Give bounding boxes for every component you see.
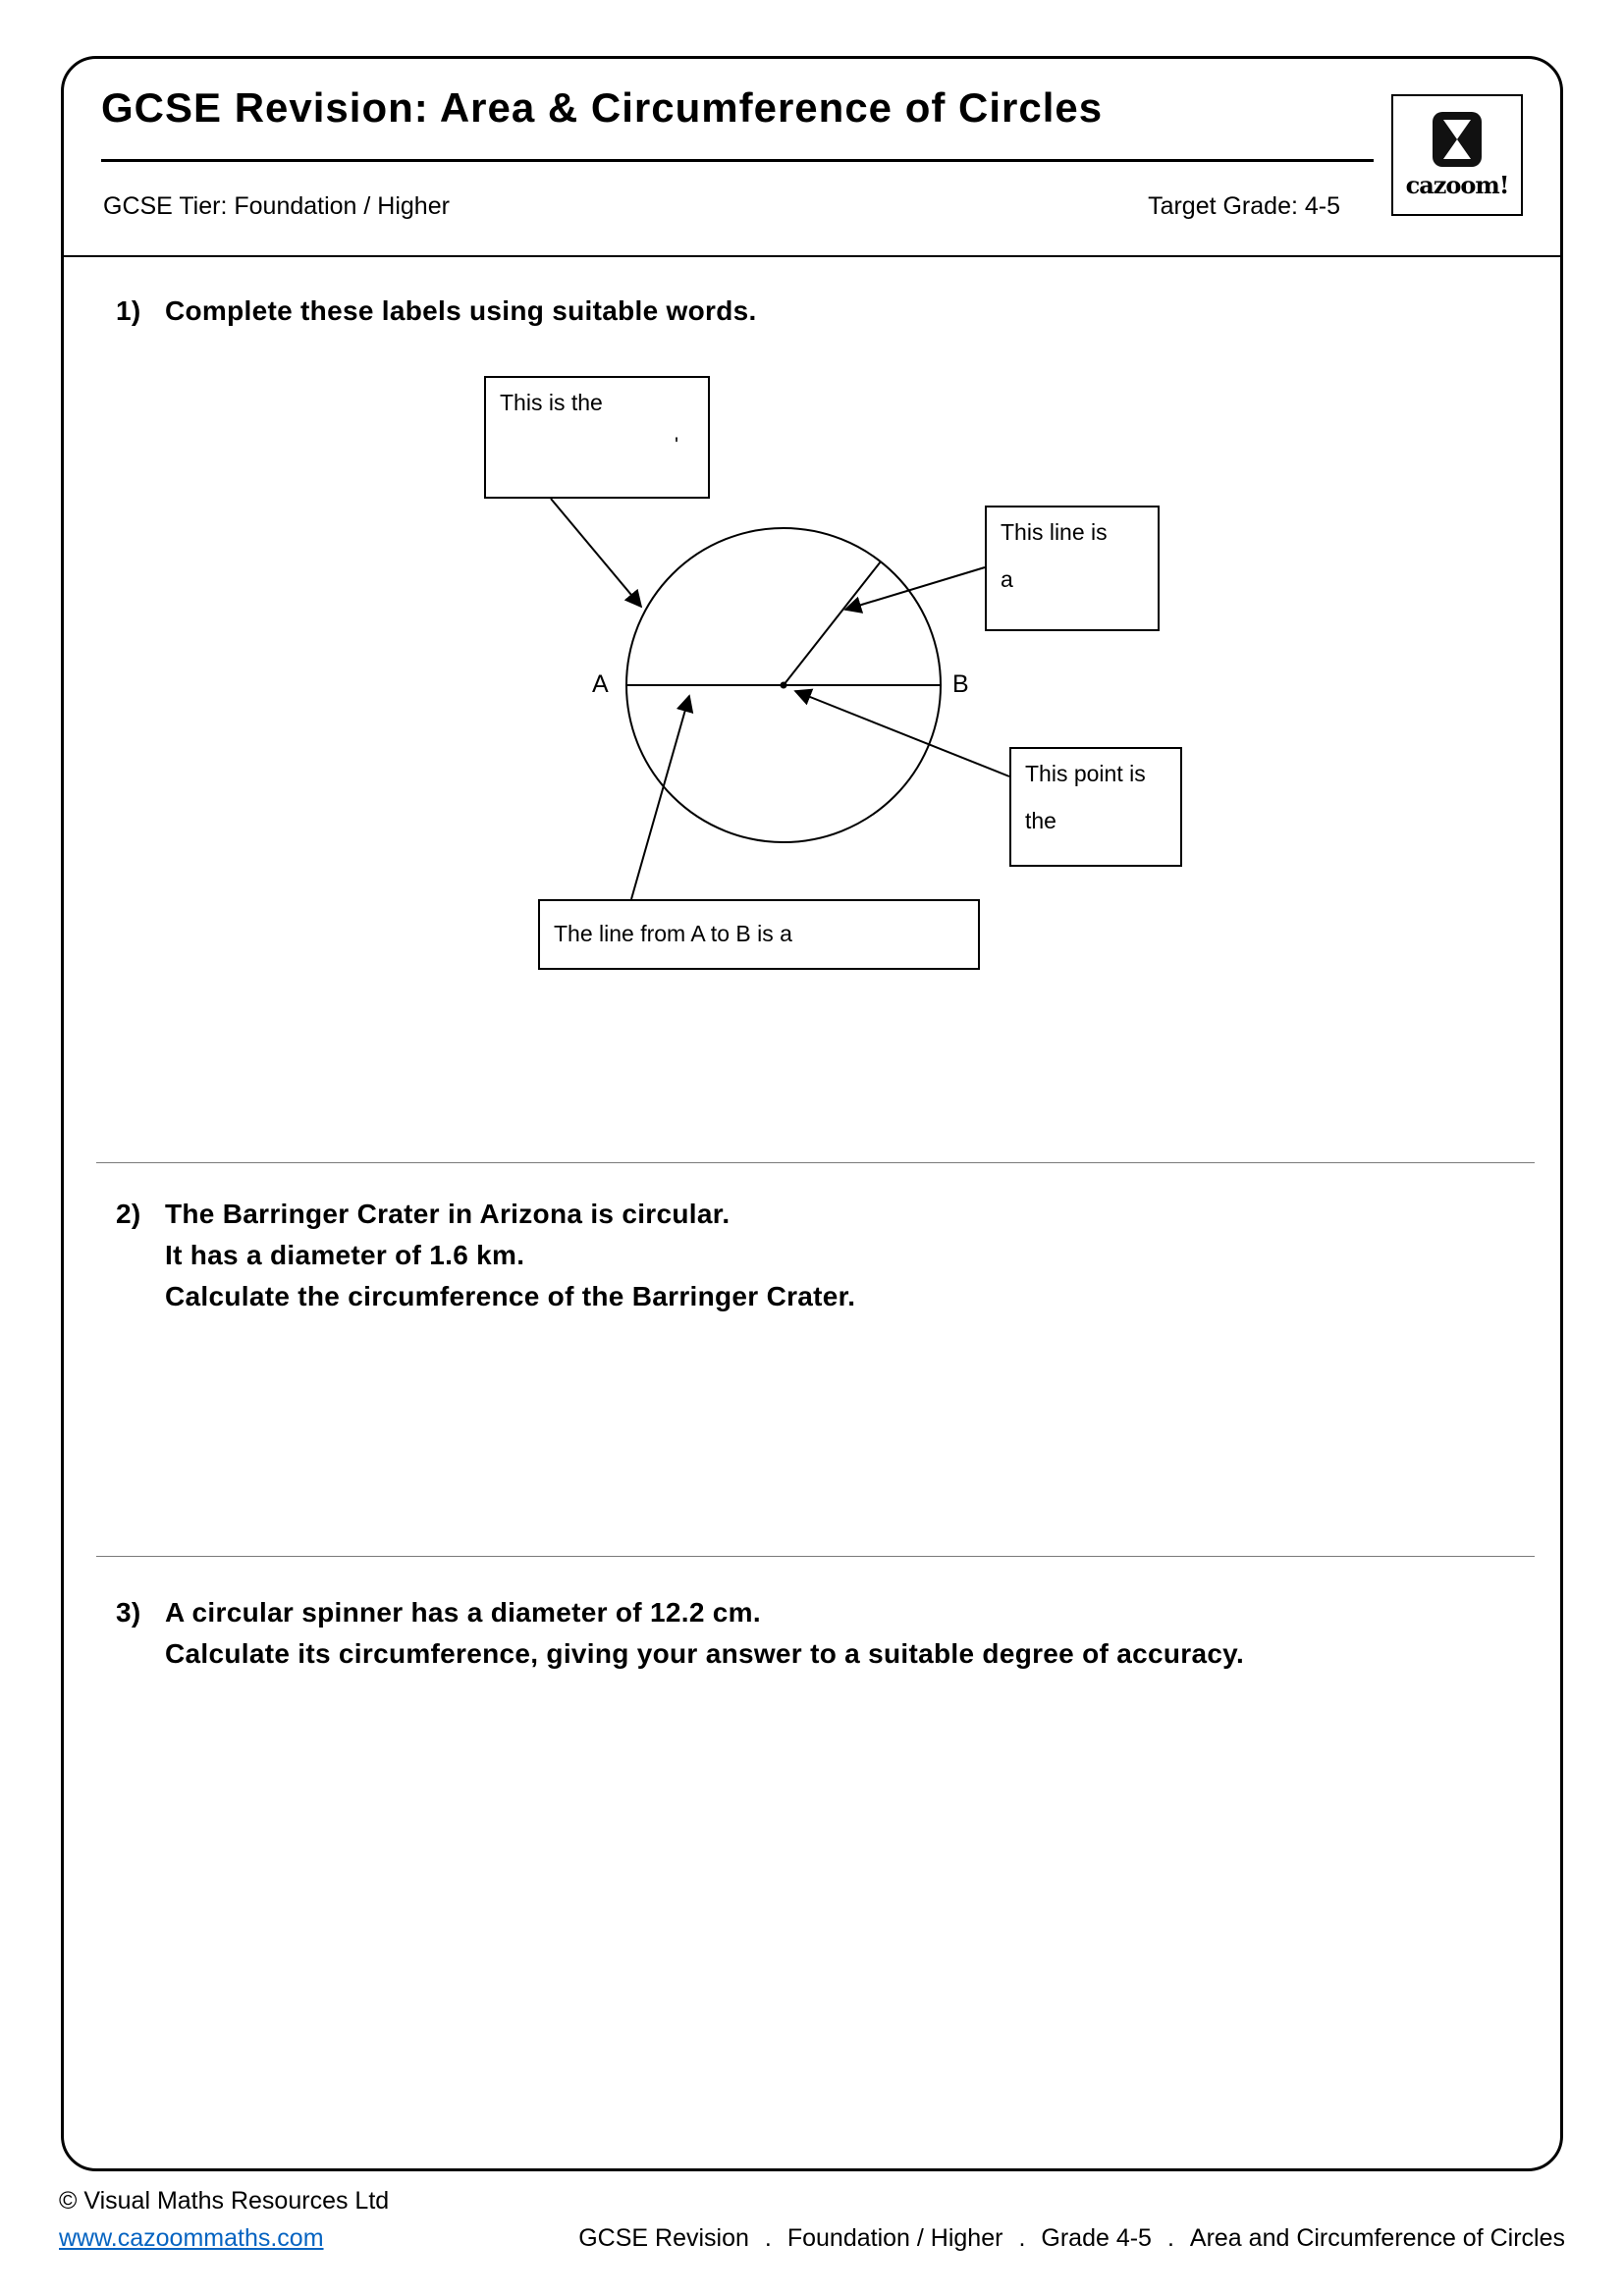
question-2-line3: Calculate the circumference of the Barringer Crater. (165, 1281, 856, 1311)
footer-copyright: © Visual Maths Resources Ltd (59, 2187, 390, 2215)
footer-row (59, 2224, 1565, 2253)
footer-part-revision: GCSE Revision (578, 2224, 749, 2252)
tier-label: GCSE Tier: Foundation / Higher (103, 192, 450, 220)
centre-point (781, 682, 787, 689)
question-3-number: 3) (116, 1597, 141, 1628)
question-1 (116, 291, 757, 332)
question-1-number: 1) (116, 295, 141, 326)
arrow-to-centre (795, 691, 1009, 776)
footer-part-topic: Area and Circumference of Circles (1189, 2224, 1565, 2252)
point-a-label: A (592, 670, 609, 698)
target-grade-label: Target Grade: 4-5 (1148, 192, 1340, 220)
logo-text: cazoom! (1405, 171, 1509, 199)
label-box-circumference-text: This is the (500, 390, 603, 415)
circle-diagram (64, 366, 1566, 994)
label-box-centre (1009, 747, 1182, 867)
label-box-centre-line2: the (1025, 807, 1056, 833)
footer-separator-dot: . (1166, 2224, 1174, 2252)
arrow-to-diameter (631, 696, 689, 899)
question-2-number: 2) (116, 1199, 141, 1229)
question-1-text: Complete these labels using suitable words. (165, 295, 757, 326)
label-box-circumference-mark: ' (675, 434, 679, 456)
footer-part-tier: Foundation / Higher (786, 2224, 1003, 2252)
label-box-radius-line1: This line is (1001, 519, 1108, 545)
footer-part-grade: Grade 4-5 (1041, 2224, 1152, 2252)
footer-separator-dot: . (764, 2224, 772, 2252)
label-box-diameter-text: The line from A to B is a (554, 921, 792, 947)
footer-website-link[interactable]: www.cazoommaths.com (59, 2224, 324, 2252)
point-b-label: B (952, 670, 969, 698)
radius-line (784, 561, 881, 685)
question-2-line1: The Barringer Crater in Arizona is circular. (165, 1199, 731, 1229)
question-2 (116, 1194, 855, 1317)
question-3-line1: A circular spinner has a diameter of 12.2 cm. (165, 1597, 761, 1628)
page-frame (61, 56, 1563, 2171)
arrow-to-circumference (551, 499, 641, 607)
footer-breadcrumb (578, 2224, 1565, 2253)
label-box-diameter (538, 899, 980, 970)
question-3-line2: Calculate its circumference, giving your answer to a suitable degree of accuracy. (165, 1638, 1245, 1669)
label-box-radius (985, 506, 1160, 631)
title-divider (101, 159, 1374, 162)
question-3 (116, 1592, 1244, 1675)
hourglass-icon (1432, 111, 1483, 168)
header-divider (64, 255, 1560, 257)
arrow-to-radius (845, 567, 985, 610)
separator-2 (96, 1556, 1535, 1557)
footer-separator-dot: . (1018, 2224, 1026, 2252)
cazoom-logo (1391, 94, 1523, 216)
question-2-line2: It has a diameter of 1.6 km. (165, 1240, 525, 1270)
separator-1 (96, 1162, 1535, 1163)
label-box-circumference (484, 376, 710, 499)
label-box-radius-line2: a (1001, 565, 1013, 592)
page-title: GCSE Revision: Area & Circumference of Circles (101, 84, 1104, 131)
label-box-centre-line1: This point is (1025, 761, 1146, 786)
